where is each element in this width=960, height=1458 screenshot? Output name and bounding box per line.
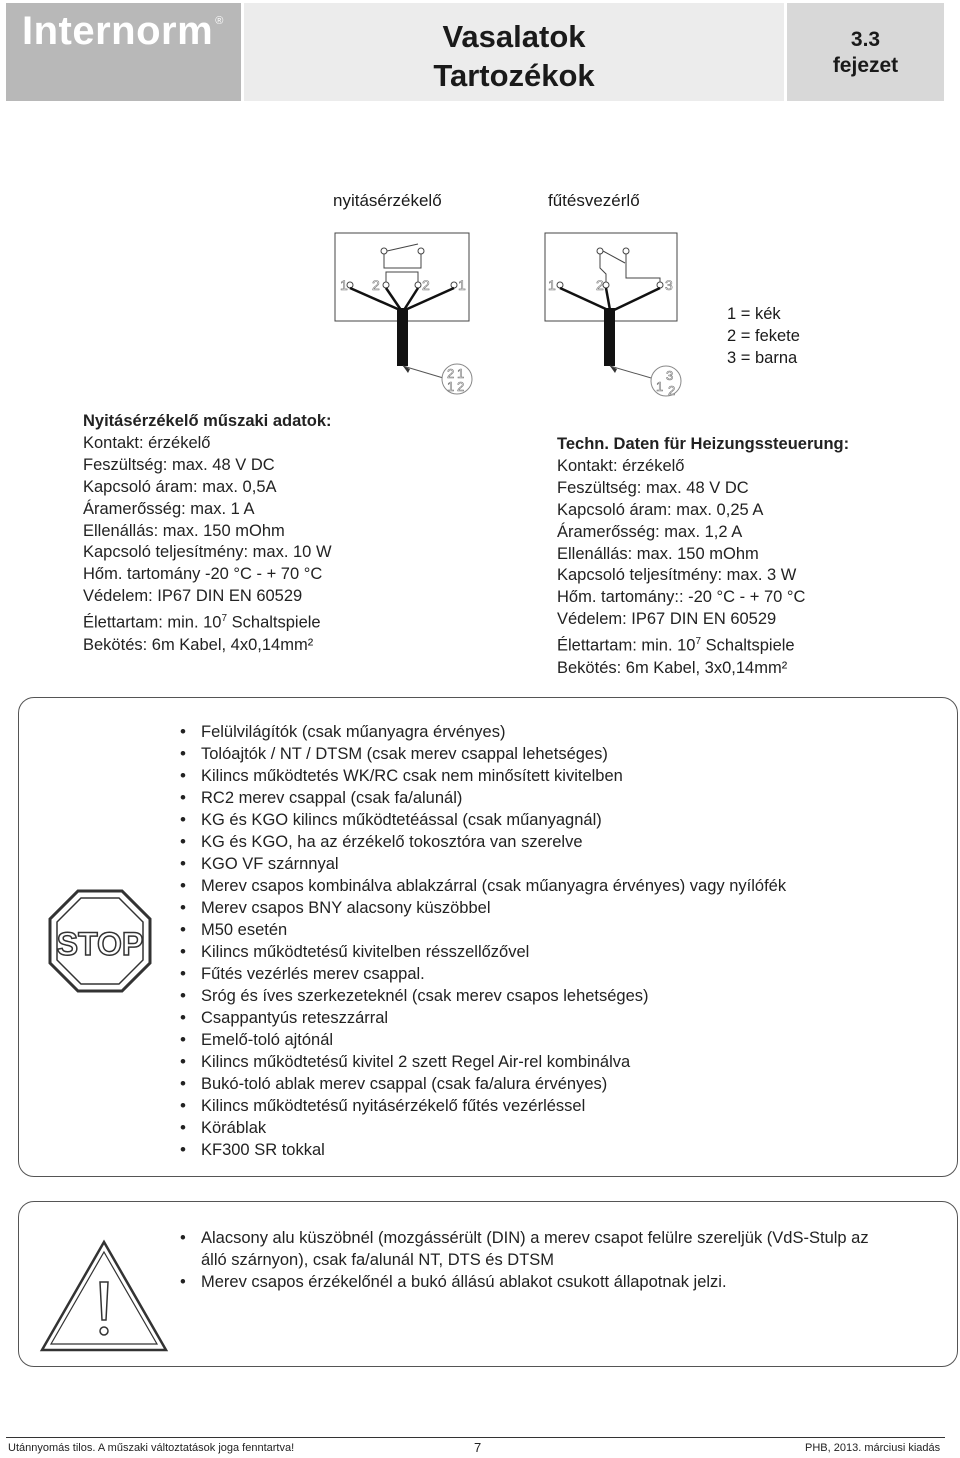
spec-line: Hőm. tartomány -20 °C - + 70 °C: [83, 565, 323, 584]
list-item: • M50 esetén: [180, 919, 786, 941]
list-item: • Fűtés vezérlés merev csappal.: [180, 963, 786, 985]
registered-mark: ®: [215, 15, 224, 27]
spec-line: Ellenállás: max. 150 mOhm: [557, 544, 759, 563]
stop-sign-icon: [46, 887, 154, 995]
list-item: • RC2 merev csappal (csak fa/alunál): [180, 787, 786, 809]
header-title-block: [244, 3, 784, 101]
list-item: • KGO VF szárnnyal: [180, 853, 786, 875]
footer-copyright: Utánnyomás tilos. A műszaki változtatások joga fenntartva!: [8, 1442, 295, 1454]
spec-connection: Bekötés: 6m Kabel, 3x0,14mm²: [557, 658, 788, 677]
list-item-line: Merev csapos érzékelőnél a bukó állású ablakot csukott állapotnak jelzi.: [201, 1273, 727, 1291]
list-item-line: Alacsony alu küszöbnél (mozgássérült (DIN) a merev csapot felülre szereljük (VdS-Stulp az: [201, 1229, 869, 1247]
connector-pin-label: 1: [457, 366, 465, 381]
opening-sensor-wiring-diagram: [330, 228, 480, 408]
list-item: • KF300 SR tokkal: [180, 1139, 786, 1161]
warning-triangle-icon: [38, 1238, 170, 1356]
opening-sensor-specs: [83, 411, 332, 656]
page-title: Vasalatok: [442, 19, 586, 54]
spec-line: Védelem: IP67 DIN EN 60529: [83, 587, 303, 606]
spec-line: Kontakt: érzékelő: [83, 433, 211, 452]
list-item: • Bukó-toló ablak merev csappal (csak fa/alura érvényes): [180, 1073, 786, 1095]
spec-line: Feszültség: max. 48 V DC: [557, 478, 749, 497]
spec-line: Ellenállás: max. 150 mOhm: [83, 521, 285, 540]
spec-title: Nyitásérzékelő műszaki adatok:: [83, 412, 332, 430]
page-number: 7: [474, 1440, 482, 1455]
list-item: • Csappantyús reteszzárral: [180, 1007, 786, 1029]
list-item: • Kilincs működtetésű kivitelben résszellőzővel: [180, 941, 786, 963]
connector-pin-label: 3: [666, 368, 674, 383]
connector-pin-label: 1: [656, 379, 664, 394]
spec-lifetime: Élettartam: min. $10^7$ Schaltspiele: [83, 613, 321, 632]
stop-sign-text: STOP: [56, 926, 144, 962]
connector-pin-label: 2: [457, 379, 465, 394]
left-terminal-label: 2: [372, 277, 380, 293]
spec-line: Kapcsoló áram: max. 0,25 A: [557, 500, 764, 519]
legend-entry: 3 = barna: [727, 349, 798, 367]
restrictions-list: [180, 721, 786, 1161]
left-terminal-label: 2: [422, 277, 430, 293]
connector-pin-label: 2: [668, 383, 676, 398]
list-item: • Kilincs működtetésű nyitásérzékelő fűtés vezérléssel: [180, 1095, 786, 1117]
list-item: • Sróg és íves szerkezeteknél (csak merev csapos lehetséges): [180, 985, 786, 1007]
list-item: • KG és KGO, ha az érzékelő tokosztóra van szerelve: [180, 831, 786, 853]
spec-connection: Bekötés: 6m Kabel, 4x0,14mm²: [83, 635, 314, 654]
spec-line: Kapcsoló áram: max. 0,5A: [83, 477, 277, 496]
list-item: • Merev csapos BNY alacsony küszöbbel: [180, 897, 786, 919]
left-terminal-label: 1: [340, 277, 348, 293]
list-item: • Köráblak: [180, 1117, 786, 1139]
list-item: • Alacsony alu küszöbnél (mozgássérült (DIN) a merev csapot felülre szereljük (VdS-Stulp az álló szárnyon), csak fa/alunál NT, DTS és DTSM: [180, 1229, 869, 1269]
header-logo-block: [6, 3, 241, 101]
chapter-label: fejezet: [832, 54, 899, 77]
list-item: • KG és KGO kilincs működtetéással (csak műanyagnál): [180, 809, 786, 831]
heating-control-specs: [557, 434, 849, 679]
list-item: • Tolóajtók / NT / DTSM (csak merev csappal lehetséges): [180, 743, 786, 765]
legend-entry: 1 = kék: [727, 305, 781, 323]
right-terminal-label: 3: [665, 277, 673, 293]
footer-divider: [6, 1437, 945, 1438]
page-subtitle: Tartozékok: [433, 58, 595, 93]
list-item-line: álló szárnyon), csak fa/alunál NT, DTS és DTSM: [201, 1251, 555, 1269]
connector-pin-label: 1: [447, 379, 455, 394]
spec-line: Áramerősség: max. 1 A: [83, 499, 255, 518]
opening-sensor-caption: nyitásérzékelő: [333, 191, 442, 210]
spec-lifetime: Élettartam: min. $10^7$ Schaltspiele: [557, 636, 795, 655]
heating-control-wiring-diagram: [540, 228, 700, 408]
warning-list: [180, 1227, 869, 1293]
spec-line: Áramerősség: max. 1,2 A: [557, 522, 743, 541]
list-item: • Kilincs működtetésű kivitel 2 szett Regel Air-rel kombinálva: [180, 1051, 786, 1073]
list-item: • Merev csapos kombinálva ablakzárral (csak műanyagra érvényes) vagy nyílófék: [180, 875, 786, 897]
list-item: • Kilincs működtetés WK/RC csak nem minősített kivitelben: [180, 765, 786, 787]
list-item: • Felülvilágítók (csak műanyagra érvényes): [180, 721, 786, 743]
spec-title: Techn. Daten für Heizungssteuerung:: [557, 435, 850, 453]
left-terminal-label: 1: [458, 277, 466, 293]
spec-line: Kapcsoló teljesítmény: max. 10 W: [83, 543, 332, 562]
brand-logo: Internorm ®: [22, 9, 224, 53]
legend-entry: 2 = fekete: [727, 327, 800, 345]
spec-line: Kontakt: érzékelő: [557, 456, 685, 475]
list-item: • Merev csapos érzékelőnél a bukó állású ablakot csukott állapotnak jelzi.: [180, 1271, 869, 1293]
right-terminal-label: 1: [548, 277, 556, 293]
list-item: • Emelő-toló ajtónál: [180, 1029, 786, 1051]
spec-line: Hőm. tartomány:: -20 °C - + 70 °C: [557, 588, 806, 607]
chapter-number: 3.3: [850, 28, 881, 51]
spec-line: Védelem: IP67 DIN EN 60529: [557, 610, 777, 629]
spec-line: Feszültség: max. 48 V DC: [83, 455, 275, 474]
spec-line: Kapcsoló teljesítmény: max. 3 W: [557, 566, 797, 585]
heating-control-caption: fűtésvezérlő: [548, 191, 640, 210]
connector-pin-label: 2: [447, 366, 455, 381]
wire-color-legend: [727, 303, 800, 369]
footer-edition: PHB, 2013. márciusi kiadás: [805, 1442, 941, 1454]
chapter-block: [787, 3, 944, 101]
right-terminal-label: 2: [596, 277, 604, 293]
